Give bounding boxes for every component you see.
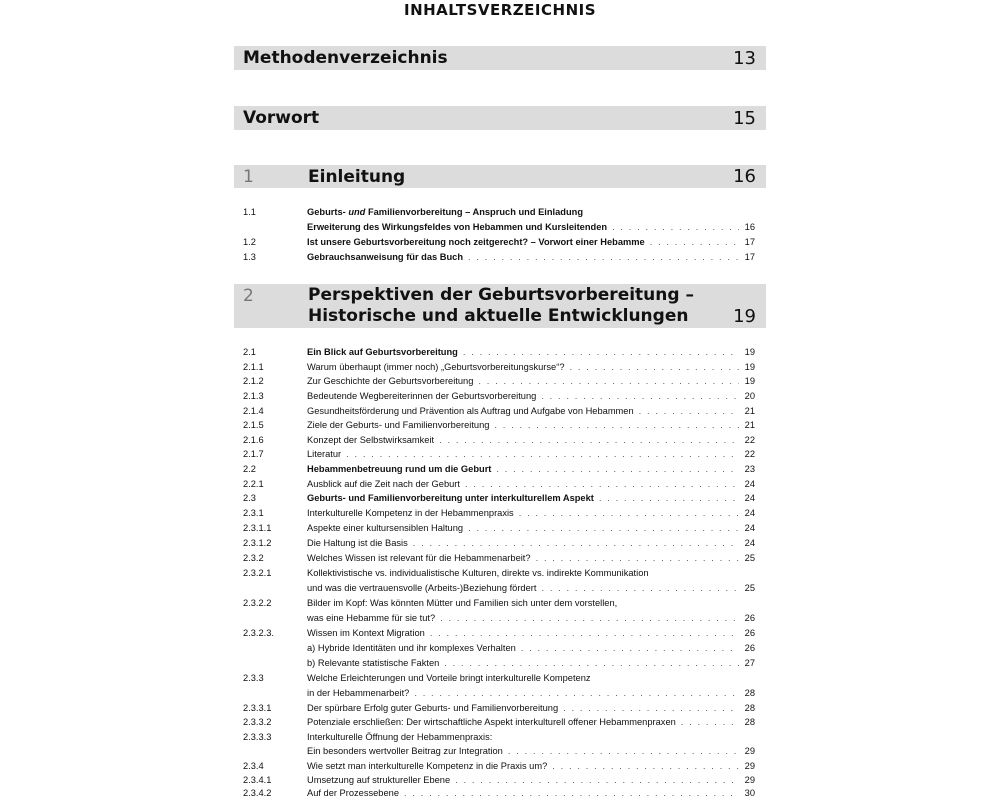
chapter-title-line1: Perspektiven der Geburtsvorbereitung – [308,285,694,305]
entry-page: 26 [744,613,755,623]
leader-dots [404,786,739,800]
entry-number: 2.1.1 [243,362,264,372]
entry-title: Interkulturelle Kompetenz in der Hebammenpraxis [307,508,514,518]
entry-number: 2.1.2 [243,376,264,386]
toc-section-methodenverzeichnis[interactable] [234,46,766,70]
entry-page: 20 [744,391,755,401]
chapter-title: Einleitung [308,166,406,187]
entry-title: Potenziale erschließen: Der wirtschaftliche Aspekt interkulturell offener Hebammenpraxen [307,717,676,727]
entry-page: 28 [744,688,755,698]
entry-title: Aspekte einer kultursensiblen Haltung [307,523,464,533]
toc-entry-1-3[interactable] [243,250,755,264]
entry-number: 1.3 [243,252,256,262]
entry-page: 23 [744,464,755,474]
entry-page: 24 [744,523,755,533]
entry-page: 17 [744,237,755,247]
entry-number: 2.2.1 [243,479,264,489]
leader-dots [563,701,739,715]
toc-entry-2-1[interactable] [243,345,755,359]
entry-page: 24 [744,493,755,503]
toc-entry-1-1-cont[interactable] [243,220,755,234]
leader-dots [552,759,739,773]
entry-title: Konzept der Selbstwirksamkeit [307,435,435,445]
section-title: Methodenverzeichnis [243,48,448,68]
entry-number: 1.2 [243,237,256,247]
entry-title: Welche Erleichterungen und Vorteile bringt interkulturelle Kompetenz [307,673,591,683]
leader-dots [519,506,739,520]
toc-entry-2-1-4[interactable] [243,404,755,418]
toc-chapter-2[interactable] [234,284,766,328]
toc-entry-2-3-1[interactable] [243,506,755,520]
entry-title: Auf der Prozessebene [307,788,399,798]
entry-number: 2.3.1.2 [243,538,272,548]
toc-entry-2-1-2[interactable] [243,374,755,388]
toc-entry-2-3-3-1[interactable] [243,701,755,715]
toc-entry-2-3-2-2-cont[interactable] [243,611,755,625]
entry-title: Ausblick auf die Zeit nach der Geburt [307,479,460,489]
toc-entry-2-3-2-1[interactable] [243,566,755,580]
entry-number: 2.3.2.2 [243,598,272,608]
entry-title: Bilder im Kopf: Was könnten Mütter und Familien sich unter dem vorstellen, [307,598,618,608]
toc-entry-2-3-2-3[interactable] [243,626,755,640]
entry-title: Bedeutende Wegbereiterinnen der Geburtsvorbereitung [307,391,537,401]
entry-title: Wissen im Kontext Migration [307,628,425,638]
entry-number: 2.3.1.1 [243,523,272,533]
entry-page: 27 [744,658,755,668]
toc-entry-2-3-1-2[interactable] [243,536,755,550]
entry-page: 19 [744,376,755,386]
leader-dots [650,235,739,249]
entry-number: 2.3.4.1 [243,775,272,785]
toc-entry-2-1-1[interactable] [243,360,755,374]
leader-dots [541,389,739,403]
toc-section-vorwort[interactable] [234,106,766,130]
entry-title: b) Relevante statistische Fakten [307,658,440,668]
entry-title: Hebammenbetreuung rund um die Geburt [307,464,492,474]
chapter-number: 2 [243,286,254,306]
entry-page: 17 [744,252,755,262]
toc-entry-2-1-5[interactable] [243,418,755,432]
entry-title: und was die vertrauensvolle (Arbeits-)Beziehung fördert [307,583,537,593]
entry-page: 22 [744,435,755,445]
leader-dots [478,374,739,388]
toc-entry-2-3-3-cont[interactable] [243,686,755,700]
toc-entry-2-2-1[interactable] [243,477,755,491]
entry-number: 2.3.3 [243,673,264,683]
entry-number: 2.1.5 [243,420,264,430]
entry-title: in der Hebammenarbeit? [307,688,410,698]
entry-page: 24 [744,538,755,548]
entry-page: 21 [744,420,755,430]
entry-page: 24 [744,508,755,518]
leader-dots [463,345,739,359]
entry-page: 29 [744,746,755,756]
leader-dots [536,551,739,565]
entry-title: Literatur [307,449,342,459]
toc-entry-2-3-2[interactable] [243,551,755,565]
toc-entry-2-2[interactable] [243,462,755,476]
entry-number: 2.1 [243,347,256,357]
toc-chapter-1[interactable] [234,165,766,188]
entry-title: Kollektivistische vs. individualistische Kulturen, direkte vs. indirekte Kommunikation [307,568,649,578]
entry-page: 16 [744,222,755,232]
entry-number: 2.3.2 [243,553,264,563]
leader-dots [494,418,739,432]
toc-entry-2-3-4-2[interactable] [243,786,755,800]
entry-title: Geburts- und Familienvorbereitung – Anspruch und Einladung [307,207,584,217]
entry-page: 21 [744,406,755,416]
entry-title: Ist unsere Geburtsvorbereitung noch zeitgerecht? – Vorwort einer Hebamme [307,237,645,247]
leader-dots [599,491,739,505]
leader-dots [468,250,739,264]
toc-entry-2-3-1-1[interactable] [243,521,755,535]
leader-dots [612,220,739,234]
entry-number: 2.3.4.2 [243,788,272,798]
entry-title: Gebrauchsanweisung für das Buch [307,252,464,262]
entry-number: 2.3.4 [243,761,264,771]
chapter-number: 1 [243,166,254,187]
toc-entry-2-3-3-3[interactable] [243,730,755,744]
toc-entry-2-1-6[interactable] [243,433,755,447]
toc-entry-2-3-2-1-cont[interactable] [243,581,755,595]
toc-entry-2-3-2-2[interactable] [243,596,755,610]
entry-number: 2.1.3 [243,391,264,401]
toc-entry-2-3[interactable] [243,491,755,505]
entry-title: was eine Hebamme für sie tut? [307,613,436,623]
entry-page: 25 [744,553,755,563]
entry-title: Ein Blick auf Geburtsvorbereitung [307,347,458,357]
entry-page: 19 [744,347,755,357]
leader-dots [570,360,740,374]
chapter-title-line2: Historische und aktuelle Entwicklungen [308,306,689,326]
leader-dots [439,433,739,447]
entry-title: Ziele der Geburts- und Familienvorbereitung [307,420,490,430]
leader-dots [508,744,739,758]
leader-dots [414,686,739,700]
entry-number: 2.2 [243,464,256,474]
toc-entry-2-3-2-3-b[interactable] [243,656,755,670]
toc-entry-2-3-3[interactable] [243,671,755,685]
section-page: 15 [733,107,756,129]
leader-dots [541,581,739,595]
entry-number: 2.3.3.2 [243,717,272,727]
entry-title: Umsetzung auf struktureller Ebene [307,775,451,785]
entry-number: 2.3.1 [243,508,264,518]
entry-page: 22 [744,449,755,459]
entry-title: Die Haltung ist die Basis [307,538,408,548]
entry-title: Gesundheitsförderung und Prävention als Auftrag und Aufgabe von Hebammen [307,406,634,416]
leader-dots [521,641,739,655]
entry-page: 28 [744,703,755,713]
toc-entry-2-3-2-3-a[interactable] [243,641,755,655]
entry-page: 19 [744,362,755,372]
toc-entry-1-1[interactable] [243,205,755,219]
entry-title: Warum überhaupt (immer noch) „Geburtsvorbereitungskurse“? [307,362,565,372]
entry-page: 29 [744,775,755,785]
entry-page: 30 [744,788,755,798]
entry-page: 25 [744,583,755,593]
entry-number: 1.1 [243,207,256,217]
leader-dots [413,536,739,550]
leader-dots [440,611,739,625]
section-title: Vorwort [243,108,320,128]
toc-entry-2-3-4[interactable] [243,759,755,773]
toc-entry-2-3-3-2[interactable] [243,715,755,729]
leader-dots [430,626,739,640]
leader-dots [465,477,739,491]
section-page: 13 [733,47,756,69]
entry-number: 2.1.6 [243,435,264,445]
entry-page: 29 [744,761,755,771]
toc-entry-2-3-3-3-cont[interactable] [243,744,755,758]
chapter-page: 16 [733,166,756,187]
entry-title: a) Hybride Identitäten und ihr komplexes Verhalten [307,643,516,653]
entry-number: 2.3.2.3. [243,628,275,638]
entry-title: Ein besonders wertvoller Beitrag zur Integration [307,746,503,756]
entry-title: Geburts- und Familienvorbereitung unter interkulturellem Aspekt [307,493,594,503]
entry-page: 28 [744,717,755,727]
leader-dots [681,715,739,729]
entry-page: 26 [744,628,755,638]
page-title: INHALTSVERZEICHNIS [403,1,597,19]
chapter-page: 19 [733,306,756,327]
toc-entry-2-3-4-1[interactable] [243,773,755,787]
leader-dots [496,462,739,476]
leader-dots [444,656,739,670]
entry-title: Zur Geschichte der Geburtsvorbereitung [307,376,474,386]
leader-dots [455,773,739,787]
entry-number: 2.3.2.1 [243,568,272,578]
entry-number: 2.1.7 [243,449,264,459]
entry-page: 24 [744,479,755,489]
toc-entry-2-1-3[interactable] [243,389,755,403]
toc-entry-2-1-7[interactable] [243,447,755,461]
entry-number: 2.3 [243,493,256,503]
entry-title: Wie setzt man interkulturelle Kompetenz in die Praxis um? [307,761,548,771]
entry-page: 26 [744,643,755,653]
entry-number: 2.1.4 [243,406,264,416]
entry-number: 2.3.3.3 [243,732,272,742]
leader-dots [346,447,739,461]
leader-dots [639,404,739,418]
leader-dots [468,521,739,535]
entry-title: Welches Wissen ist relevant für die Hebammenarbeit? [307,553,531,563]
entry-title: Der spürbare Erfolg guter Geburts- und Familienvorbereitung [307,703,559,713]
entry-title: Interkulturelle Öffnung der Hebammenpraxis: [307,732,493,742]
entry-number: 2.3.3.1 [243,703,272,713]
toc-entry-1-2[interactable] [243,235,755,249]
entry-title: Erweiterung des Wirkungsfeldes von Hebammen und Kursleitenden [307,222,608,232]
